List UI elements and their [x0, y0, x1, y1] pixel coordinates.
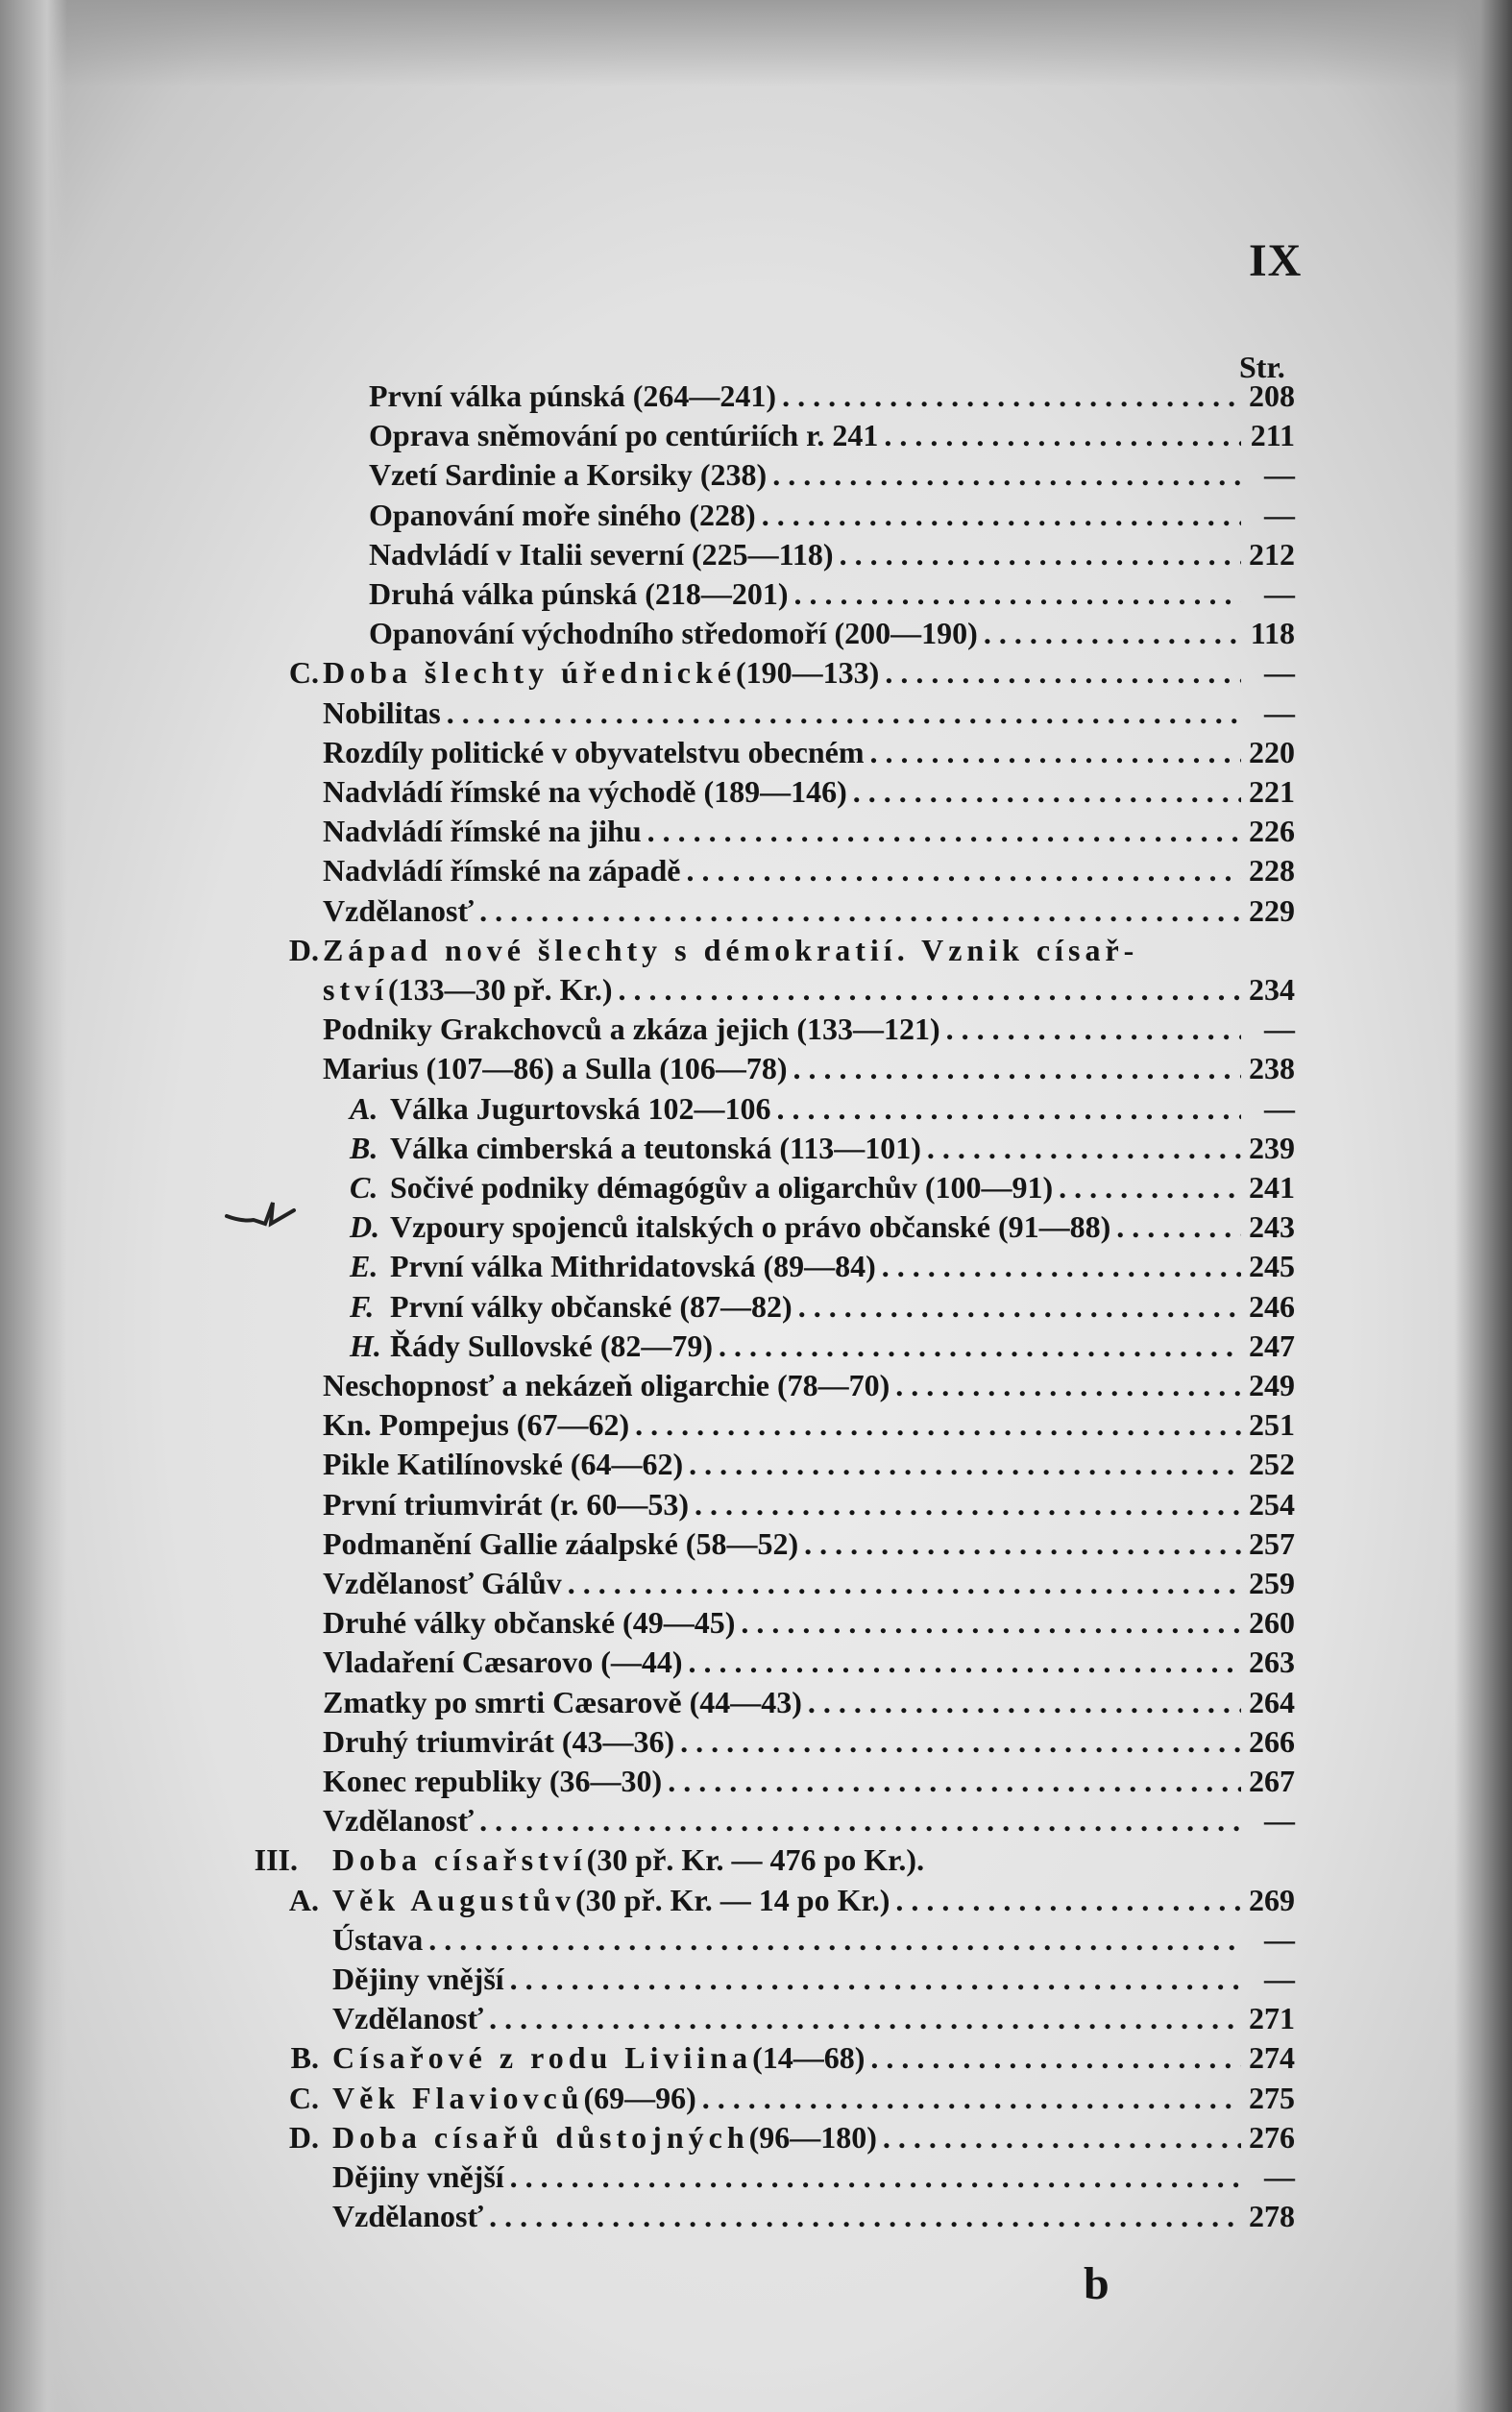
- entry-title: Druhé války občanské (49—45): [323, 1605, 736, 1641]
- toc-entry: [323, 1049, 1295, 1087]
- toc-entry: [332, 2118, 1295, 2156]
- leader-dots: [794, 574, 1241, 613]
- toc-entry: [332, 2079, 1295, 2117]
- entry-title: Zmatky po smrti Cæsarově (44—43): [323, 1684, 802, 1719]
- leader-dots: [804, 1524, 1241, 1563]
- entry-title: Nadvládí římské na západě: [323, 853, 681, 889]
- entry-marker: A.: [288, 1882, 319, 1917]
- entry-title: Západ nové šlechty s démokratií. Vznik císař-: [323, 932, 1139, 967]
- leader-dots: [680, 1722, 1241, 1761]
- leader-dots: [793, 1049, 1241, 1087]
- entry-title: Vzetí Sardinie a Korsiky (238): [369, 457, 768, 493]
- entry-page-number: 212: [1249, 536, 1295, 572]
- entry-title: Nobilitas: [323, 694, 441, 730]
- entry-marker: B.: [350, 1130, 378, 1165]
- leader-dots: [702, 2079, 1241, 2117]
- entry-marker: C.: [350, 1170, 378, 1205]
- toc-entry: [323, 1445, 1295, 1483]
- entry-marker: E.: [350, 1249, 378, 1284]
- entry-page-number: 249: [1249, 1368, 1295, 1402]
- leader-dots: [647, 812, 1241, 850]
- entry-title: Vzdělanosť: [323, 892, 475, 928]
- entry-page-number: 234: [1249, 972, 1295, 1007]
- toc-entry: [369, 614, 1295, 652]
- leader-dots: [719, 1327, 1241, 1365]
- leader-dots: [741, 1603, 1241, 1642]
- entry-dates: (96—180): [748, 2119, 877, 2155]
- entry-page-number: 271: [1249, 2001, 1295, 2036]
- entry-title: Doba císařství: [332, 1842, 587, 1878]
- entry-title: Sočivé podniky démagógův a oligarchův (100—91): [390, 1170, 1054, 1205]
- entry-dates: (69—96): [583, 2080, 696, 2115]
- leader-dots: [695, 1485, 1241, 1523]
- entry-page-number: 241: [1249, 1170, 1295, 1205]
- entry-title: První triumvirát (r. 60—53): [323, 1486, 689, 1522]
- leader-dots: [895, 1366, 1241, 1404]
- toc-entry: [323, 1603, 1295, 1642]
- leader-dots: [782, 377, 1241, 415]
- leader-dots: [883, 2118, 1241, 2156]
- entry-marker: A.: [350, 1090, 378, 1126]
- leader-dots: [568, 1564, 1241, 1602]
- entry-title: Opanování východního středomoří (200—190): [369, 616, 978, 651]
- entry-marker: F.: [350, 1288, 375, 1324]
- leader-dots: [777, 1089, 1242, 1128]
- leader-dots: [479, 1801, 1241, 1839]
- entry-page-number: —: [1264, 655, 1295, 691]
- entry-page-number: 226: [1249, 814, 1295, 849]
- toc-entry: [369, 455, 1295, 494]
- page-shadow-right: [1454, 0, 1512, 2412]
- leader-dots: [884, 416, 1241, 454]
- toc-entry: [323, 694, 1295, 732]
- entry-page-number: 259: [1249, 1566, 1295, 1600]
- entry-title: První válka Mithridatovská (89—84): [390, 1249, 876, 1284]
- entry-page-number: 264: [1249, 1684, 1295, 1719]
- entry-dates: (30 př. Kr. — 476 po Kr.).: [586, 1842, 925, 1878]
- pencil-mark-icon: [223, 1182, 338, 1239]
- entry-title: ství: [323, 972, 388, 1007]
- entry-page-number: 267: [1249, 1764, 1295, 1798]
- entry-page-number: 239: [1249, 1130, 1295, 1165]
- entry-page-number: 245: [1249, 1249, 1295, 1284]
- entry-page-number: 228: [1249, 853, 1295, 889]
- entry-title: Věk Flaviovců: [332, 2080, 584, 2115]
- entry-marker: C.: [288, 655, 319, 691]
- leader-dots: [808, 1683, 1241, 1721]
- entry-title: Vzdělanosť: [323, 1803, 475, 1839]
- entry-page-number: 243: [1249, 1209, 1295, 1245]
- page-shadow-top: [0, 0, 1512, 86]
- leader-dots: [984, 614, 1241, 652]
- leader-dots: [686, 851, 1241, 889]
- toc-entry: [323, 1722, 1295, 1761]
- entry-title: Neschopnosť a nekázeň oligarchie (78—70): [323, 1368, 890, 1402]
- toc-entry: [390, 1168, 1295, 1206]
- toc-entry: [390, 1089, 1295, 1128]
- toc-entry: [369, 574, 1295, 613]
- leader-dots: [1116, 1207, 1241, 1246]
- entry-page-number: 260: [1249, 1605, 1295, 1641]
- toc-entry: [323, 931, 1295, 969]
- entry-page-number: 211: [1250, 418, 1295, 453]
- entry-title: Podniky Grakchovců a zkáza jejich (133—121): [323, 1011, 940, 1047]
- toc-entry: [323, 1762, 1295, 1800]
- entry-page-number: —: [1264, 576, 1295, 611]
- toc-entry: [332, 2157, 1295, 2196]
- entry-title: Druhá válka púnská (218—201): [369, 576, 789, 611]
- entry-title: Řády Sullovské (82—79): [390, 1328, 714, 1363]
- toc-entry: [332, 2038, 1295, 2077]
- entry-title: Kn. Pompejus (67—62): [323, 1407, 630, 1443]
- entry-marker: H.: [350, 1328, 381, 1363]
- toc-entry: [332, 2197, 1295, 2235]
- toc-entry: [323, 1564, 1295, 1602]
- toc-entry: [369, 535, 1295, 573]
- toc-entry: [369, 496, 1295, 534]
- entry-dates: (14—68): [752, 2040, 866, 2076]
- entry-title: Vzdělanosť: [332, 2001, 484, 2036]
- entry-title: Vladaření Cæsarovo (—44): [323, 1645, 683, 1680]
- entry-title: Doba šlechty úřednické: [323, 655, 736, 691]
- entry-page-number: 246: [1249, 1288, 1295, 1324]
- entry-title: Věk Augustův: [332, 1882, 575, 1917]
- entry-title: Oprava sněmování po centúriích r. 241: [369, 418, 879, 453]
- entry-page-number: 118: [1250, 616, 1295, 651]
- entry-page-number: —: [1264, 1090, 1295, 1126]
- toc-entry: [323, 1683, 1295, 1721]
- toc-entry: [369, 416, 1295, 454]
- leader-dots: [489, 1999, 1241, 2037]
- entry-marker: D.: [288, 2119, 319, 2155]
- entry-title: Dějiny vnější: [332, 2159, 504, 2194]
- toc-entry: [323, 1485, 1295, 1523]
- entry-title: Nadvládí římské na východě (189—146): [323, 774, 847, 809]
- page-shadow-left: [0, 0, 67, 2412]
- entry-title: Nadvládí v Italii severní (225—118): [369, 536, 834, 572]
- entry-page-number: 208: [1249, 378, 1295, 413]
- toc-entry: [390, 1207, 1295, 1246]
- entry-page-number: 247: [1249, 1328, 1295, 1363]
- leader-dots: [479, 891, 1241, 930]
- leader-dots: [895, 1881, 1241, 1919]
- leader-dots: [840, 535, 1241, 573]
- toc-entry: [390, 1327, 1295, 1365]
- entry-title: Druhý triumvirát (43—36): [323, 1723, 675, 1759]
- toc-entry: [323, 772, 1295, 811]
- toc-entry: [323, 891, 1295, 930]
- leader-dots: [428, 1920, 1241, 1959]
- toc-entry: [332, 1960, 1295, 1998]
- leader-dots: [870, 2038, 1241, 2077]
- entry-page-number: 274: [1249, 2040, 1295, 2076]
- toc-entry: [332, 1881, 1295, 1919]
- toc-entry: [332, 1920, 1295, 1959]
- leader-dots: [447, 694, 1241, 732]
- entry-page-number: —: [1264, 1803, 1295, 1839]
- entry-title: Vzpoury spojenců italských o právo občanské (91—88): [390, 1209, 1111, 1245]
- entry-title: První válka púnská (264—241): [369, 378, 777, 413]
- entry-title: Nadvládí římské na jihu: [323, 814, 642, 849]
- entry-page-number: 229: [1249, 892, 1295, 928]
- entry-page-number: —: [1264, 1011, 1295, 1047]
- entry-page-number: 275: [1249, 2080, 1295, 2115]
- entry-title: Rozdíly politické v obyvatelstvu obecném: [323, 734, 865, 769]
- entry-page-number: —: [1264, 2159, 1295, 2194]
- leader-dots: [762, 496, 1241, 534]
- toc-entry: [323, 1366, 1295, 1404]
- entry-page-number: 254: [1249, 1486, 1295, 1522]
- leader-dots: [885, 653, 1241, 692]
- entry-page-number: —: [1264, 694, 1295, 730]
- entry-title: Opanování moře siného (228): [369, 497, 756, 532]
- entry-page-number: 251: [1249, 1407, 1295, 1443]
- toc-entry: [390, 1129, 1295, 1167]
- leader-dots: [635, 1405, 1241, 1444]
- page-number: IX: [1249, 235, 1303, 286]
- entry-page-number: 263: [1249, 1645, 1295, 1680]
- entry-title: První války občanské (87—82): [390, 1288, 793, 1324]
- toc-entry: [323, 733, 1295, 771]
- page-column-header: Str.: [1239, 350, 1285, 384]
- entry-page-number: 278: [1249, 2199, 1295, 2234]
- entry-marker: III.: [254, 1842, 298, 1878]
- leader-dots: [772, 455, 1241, 494]
- toc-entry: [323, 1643, 1295, 1681]
- entry-page-number: 238: [1249, 1051, 1295, 1086]
- entry-dates: (133—30 př. Kr.): [388, 972, 613, 1007]
- entry-title: Vzdělanosť Gálův: [323, 1566, 562, 1600]
- entry-title: Dějiny vnější: [332, 1961, 504, 1996]
- entry-page-number: 257: [1249, 1525, 1295, 1561]
- entry-page-number: —: [1264, 457, 1295, 493]
- leader-dots: [618, 970, 1241, 1009]
- entry-title: Marius (107—86) a Sulla (106—78): [323, 1051, 788, 1086]
- toc-entry: [323, 653, 1295, 692]
- leader-dots: [870, 733, 1241, 771]
- leader-dots: [689, 1643, 1242, 1681]
- toc-entry: [332, 1999, 1295, 2037]
- entry-page-number: 276: [1249, 2119, 1295, 2155]
- entry-title: Pikle Katilínovské (64—62): [323, 1447, 684, 1482]
- leader-dots: [510, 2157, 1241, 2196]
- leader-dots: [510, 1960, 1241, 1998]
- entry-page-number: 220: [1249, 734, 1295, 769]
- toc-entry: [323, 1524, 1295, 1563]
- entry-page-number: 221: [1249, 774, 1295, 809]
- entry-page-number: —: [1264, 1921, 1295, 1957]
- entry-title: Válka cimberská a teutonská (113—101): [390, 1130, 921, 1165]
- leader-dots: [798, 1287, 1241, 1326]
- entry-title: Doba císařů důstojných: [332, 2119, 749, 2155]
- toc-entry: [369, 377, 1295, 415]
- entry-marker: C.: [288, 2080, 319, 2115]
- toc-entry: [323, 812, 1295, 850]
- entry-page-number: 269: [1249, 1882, 1295, 1917]
- toc-entry: [332, 1840, 1295, 1879]
- entry-title: Válka Jugurtovská 102—106: [390, 1090, 771, 1126]
- leader-dots: [882, 1247, 1241, 1285]
- entry-marker: D.: [350, 1209, 380, 1245]
- leader-dots: [1059, 1168, 1241, 1206]
- entry-title: Císařové z rodu Liviina: [332, 2040, 753, 2076]
- entry-dates: (190—133): [736, 655, 880, 691]
- entry-page-number: —: [1264, 497, 1295, 532]
- signature-mark: b: [1084, 2258, 1110, 2309]
- entry-title: Konec republiky (36—30): [323, 1764, 663, 1798]
- toc-entry: [390, 1247, 1295, 1285]
- toc-entry: [390, 1287, 1295, 1326]
- entry-marker: B.: [290, 2040, 319, 2076]
- entry-title: Vzdělanosť: [332, 2199, 484, 2234]
- toc-entry: [323, 1010, 1295, 1048]
- entry-marker: D.: [288, 932, 319, 967]
- entry-title: Podmanění Gallie záalpské (58—52): [323, 1525, 799, 1561]
- entry-title: Ústava: [332, 1921, 424, 1957]
- entry-page-number: —: [1264, 1961, 1295, 1996]
- toc-entry: [323, 851, 1295, 889]
- leader-dots: [946, 1010, 1241, 1048]
- entry-page-number: 252: [1249, 1447, 1295, 1482]
- entry-page-number: 266: [1249, 1723, 1295, 1759]
- leader-dots: [689, 1445, 1241, 1483]
- toc-entry: [323, 1405, 1295, 1444]
- leader-dots: [489, 2197, 1241, 2235]
- leader-dots: [853, 772, 1241, 811]
- toc-entry: [323, 970, 1295, 1009]
- toc-entry: [323, 1801, 1295, 1839]
- entry-dates: (30 př. Kr. — 14 po Kr.): [574, 1882, 890, 1917]
- leader-dots: [927, 1129, 1241, 1167]
- leader-dots: [668, 1762, 1241, 1800]
